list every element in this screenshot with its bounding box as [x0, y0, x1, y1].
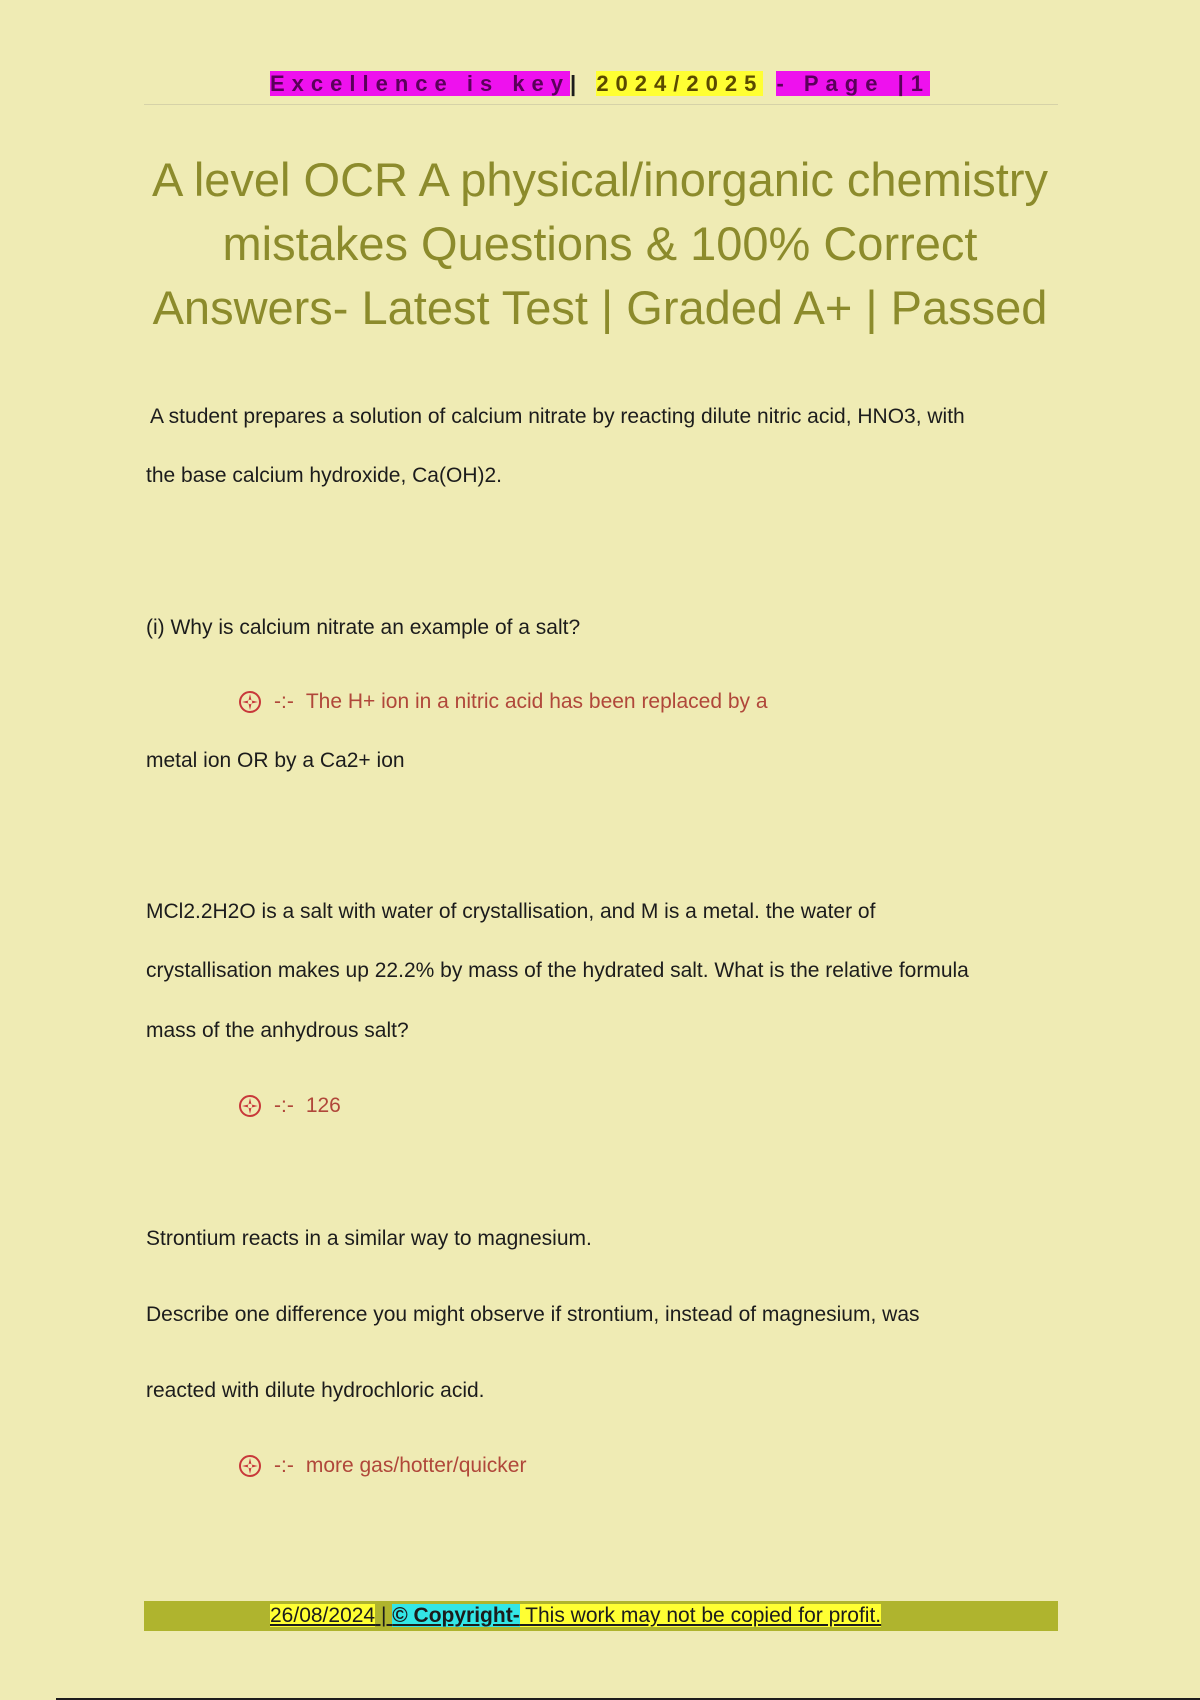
- header-page-label: - Page |1: [776, 71, 930, 96]
- footer-text: [270, 1601, 881, 1631]
- header-separator: |: [570, 71, 584, 96]
- question-1: (i) Why is calcium nitrate an example of a salt?: [146, 616, 581, 639]
- intro-line-1: A student prepares a solution of calcium nitrate by reacting dilute nitric acid, HNO3, with: [150, 405, 965, 428]
- question-2-line-2: crystallisation makes up 22.2% by mass of the hydrated salt. What is the relative formula: [146, 959, 969, 982]
- red-circle-star-icon: [238, 1454, 262, 1478]
- page-header: [0, 70, 1200, 98]
- red-circle-star-icon: [238, 690, 262, 714]
- header-page-number: 1: [910, 71, 930, 96]
- red-circle-star-icon: [238, 1094, 262, 1118]
- answer-2-text: 126: [305, 1094, 341, 1117]
- question-3-line-1: Strontium reacts in a similar way to magnesium.: [146, 1227, 592, 1250]
- footer-copyright: © Copyright-: [392, 1604, 520, 1627]
- question-2-line-1: MCl2.2H2O is a salt with water of crystallisation, and M is a metal. the water of: [146, 900, 876, 923]
- footer-date: 26/08/2024: [270, 1604, 376, 1627]
- question-3-line-3: reacted with dilute hydrochloric acid.: [146, 1379, 485, 1402]
- answer-3-text: more gas/hotter/quicker: [305, 1454, 527, 1477]
- answer-1: [238, 688, 768, 716]
- footer-note: This work may not be copied for profit.: [519, 1604, 882, 1627]
- answer-3: [238, 1452, 526, 1480]
- header-brand: Excellence is key: [270, 71, 571, 96]
- answer-marker: -:-: [274, 1454, 294, 1477]
- footer-separator: |: [375, 1604, 393, 1627]
- answer-marker: -:-: [274, 1094, 294, 1117]
- document-title: A level OCR A physical/inorganic chemistry mistakes Questions & 100% Correct Answers- Latest Test | Graded A+ | Passed: [152, 153, 1048, 334]
- answer-2: [238, 1092, 341, 1120]
- question-2-line-3: mass of the anhydrous salt?: [146, 1019, 409, 1042]
- answer-1-text: The H+ ion in a nitric acid has been replaced by a: [305, 690, 768, 713]
- header-rule: [144, 104, 1058, 105]
- question-3-line-2: Describe one difference you might observe if strontium, instead of magnesium, was: [146, 1303, 920, 1326]
- header-year: 2024/2025: [596, 71, 764, 96]
- intro-line-2: the base calcium hydroxide, Ca(OH)2.: [146, 464, 502, 487]
- answer-1-continuation: metal ion OR by a Ca2+ ion: [146, 749, 405, 772]
- answer-marker: -:-: [274, 690, 294, 713]
